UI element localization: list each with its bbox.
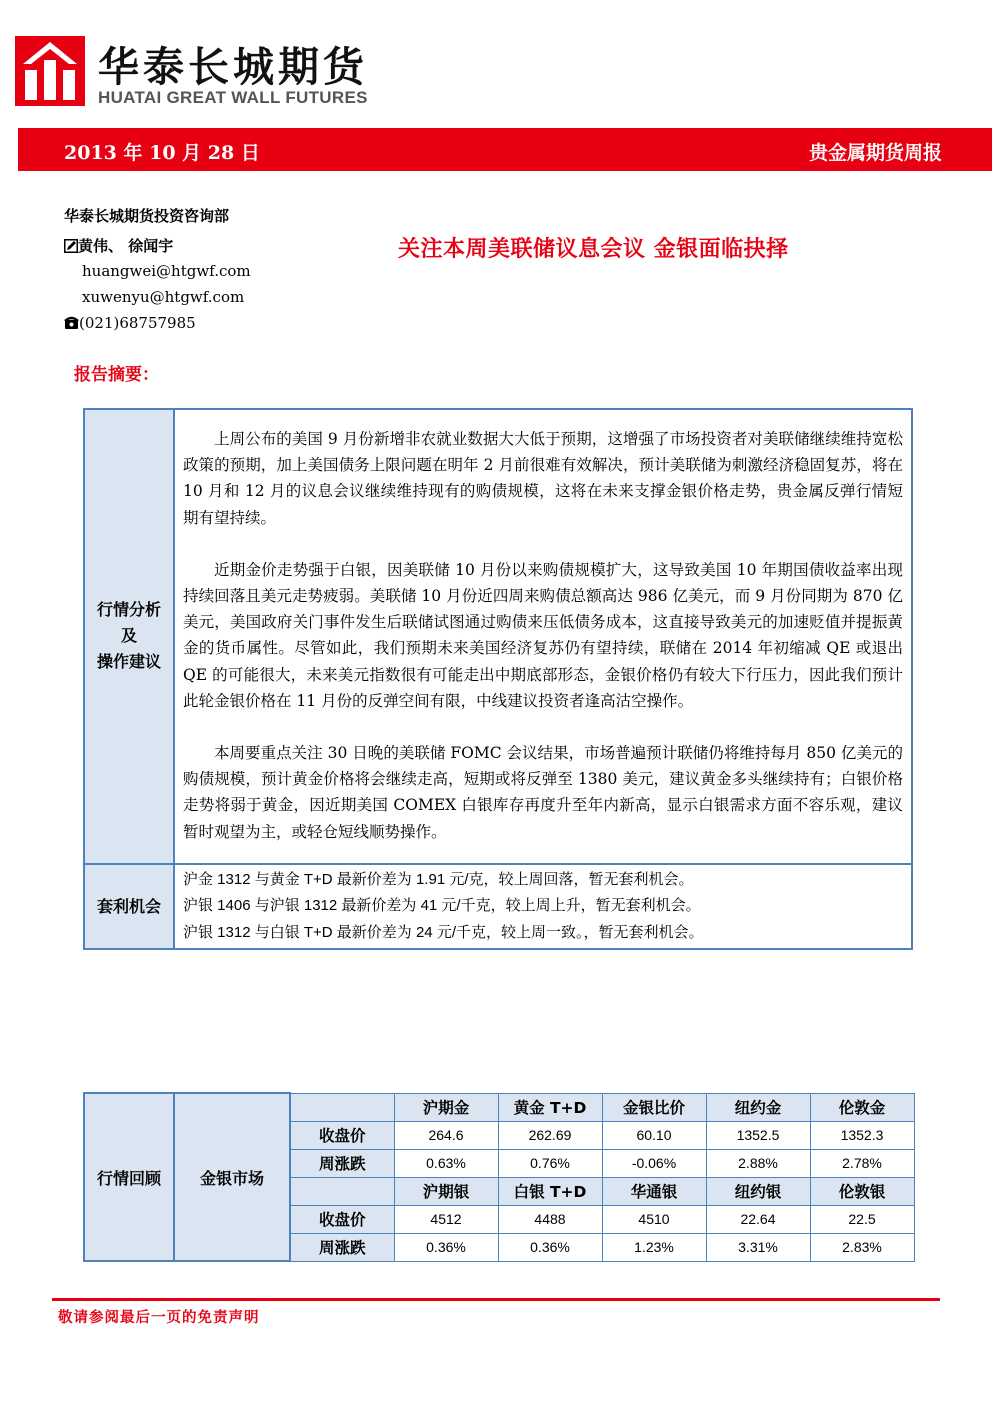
table-cell: 2.78% [810, 1149, 914, 1177]
table-cell: 4488 [498, 1205, 602, 1233]
table-cell: 1352.5 [706, 1121, 810, 1149]
phone-number: (021)68757985 [79, 314, 196, 332]
analysis-content [174, 409, 912, 864]
column-header: 沪期银 [394, 1177, 498, 1205]
column-header: 金银比价 [602, 1093, 706, 1121]
summary-table [83, 408, 913, 950]
author-names: 黄伟、 徐闻宇 [78, 237, 174, 255]
table-cell: 0.76% [498, 1149, 602, 1177]
authors-line [64, 235, 173, 256]
analysis-paragraph-2: 近期金价走势强于白银，因美联储 10 月份以来购债规模扩大，这导致美国 10 年期国债收益率出现持续回落且美元走势疲弱。美联储 10 月份近四周来购债总额高达 986 亿美元，而 9 月份同期为 870 亿美元，美国政府关门事件发生后联储试图通过购债来压低债务成本，这直接导致美元的加速贬值并提振黄金的货币属性。尽管如此，我们预期未来美国经济复苏仍有望持续，联储在 2014 年初缩减 QE 或退出 QE 的可能很大，未来美元指数很有可能走出中期底部形态，金银价格仍有较大下行压力，因此我们预计此轮金银价格在 11 月份的反弹空间有限，中线建议投资者逢高沽空操作。 [183, 560, 903, 710]
great-wall-logo-icon [15, 36, 85, 106]
table-cell: 2.88% [706, 1149, 810, 1177]
analysis-paragraph-1: 上周公布的美国 9 月份新增非农就业数据大大低于预期，这增强了市场投资者对美联储继续维持宽松政策的预期，加上美国债务上限问题在明年 2 月前很难有效解决，预计美联储为刺激经济稳固复苏，将在 10 月和 12 月的议息会议继续维持现有的购债规模，这将在未来支撑金银价格走势，贵金属反弹行情短期有望持续。 [183, 430, 903, 527]
row-label: 周涨跌 [290, 1233, 394, 1261]
table-cell: 1.23% [602, 1233, 706, 1261]
edit-icon [64, 239, 78, 253]
report-date: 2013 年 10 月 28 日 [64, 142, 260, 164]
table-cell: 4512 [394, 1205, 498, 1233]
arbitrage-line-2: 沪银 1406 与沪银 1312 最新价差为 41 元/千克，较上周上升，暂无套利机会。 [183, 897, 701, 915]
table-cell: 3.31% [706, 1233, 810, 1261]
summary-heading: 报告摘要： [74, 365, 159, 385]
department-name: 华泰长城期货投资咨询部 [64, 207, 230, 225]
table-cell: 262.69 [498, 1121, 602, 1149]
arbitrage-label: 套利机会 [84, 864, 174, 950]
table-cell: 264.6 [394, 1121, 498, 1149]
table-cell: -0.06% [602, 1149, 706, 1177]
report-type: 贵金属期货周报 [808, 142, 942, 164]
column-header: 华通银 [602, 1177, 706, 1205]
table-cell: 22.5 [810, 1205, 914, 1233]
blank-header-cell [290, 1177, 394, 1205]
table-cell: 1352.3 [810, 1121, 914, 1149]
author-email-1[interactable]: huangwei@htgwf.com [82, 262, 251, 280]
column-header: 伦敦银 [810, 1177, 914, 1205]
analysis-paragraph-3: 本周要重点关注 30 日晚的美联储 FOMC 会议结果，市场普遍预计联储仍将维持每月 850 亿美元的购债规模，预计黄金价格将会继续走高，短期或将反弹至 1380 美元，建议黄金多头继续持有；白银价格走势将弱于黄金，因近期美国 COMEX 白银库存再度升至年内新高，显示白银需求方面不容乐观，建议暂时观望为主，或轻仓短线顺势操作。 [183, 744, 903, 841]
phone-icon [64, 316, 79, 330]
table-cell: 0.36% [498, 1233, 602, 1261]
row-label: 周涨跌 [290, 1149, 394, 1177]
arbitrage-row [84, 864, 912, 950]
column-header: 伦敦金 [810, 1093, 914, 1121]
table-cell: 0.36% [394, 1233, 498, 1261]
author-email-2[interactable]: xuwenyu@htgwf.com [82, 288, 245, 306]
market-review-table [83, 1092, 915, 1262]
table-cell: 4510 [602, 1205, 706, 1233]
gold-header-row [84, 1093, 914, 1121]
table-cell: 2.83% [810, 1233, 914, 1261]
analysis-row [84, 409, 912, 864]
report-headline: 关注本周美联储议息会议 金银面临抉择 [398, 236, 789, 262]
blank-header-cell [290, 1093, 394, 1121]
row-label: 收盘价 [290, 1205, 394, 1233]
arbitrage-content [174, 864, 912, 950]
table-cell: 0.63% [394, 1149, 498, 1177]
column-header: 白银 T+D [498, 1177, 602, 1205]
column-header: 沪期金 [394, 1093, 498, 1121]
footer-divider [52, 1298, 940, 1301]
table-cell: 60.10 [602, 1121, 706, 1149]
column-header: 纽约金 [706, 1093, 810, 1121]
column-header: 黄金 T+D [498, 1093, 602, 1121]
analysis-label: 行情分析 及 操作建议 [84, 409, 174, 864]
arbitrage-line-1: 沪金 1312 与黄金 T+D 最新价差为 1.91 元/克，较上周回落，暂无套利机会。 [183, 870, 694, 888]
market-section-label: 行情回顾 [84, 1093, 174, 1261]
market-group-label: 金银市场 [174, 1093, 290, 1261]
column-header: 纽约银 [706, 1177, 810, 1205]
logo-chinese-name: 华泰长城期货 [98, 43, 368, 91]
table-cell: 22.64 [706, 1205, 810, 1233]
phone-line [64, 314, 196, 332]
arbitrage-line-3: 沪银 1312 与白银 T+D 最新价差为 24 元/千克，较上周一致。，暂无套利机会。 [183, 923, 704, 941]
row-label: 收盘价 [290, 1121, 394, 1149]
disclaimer-note: 敬请参阅最后一页的免责声明 [58, 1309, 260, 1326]
logo-english-name: HUATAI GREAT WALL FUTURES [98, 88, 368, 107]
